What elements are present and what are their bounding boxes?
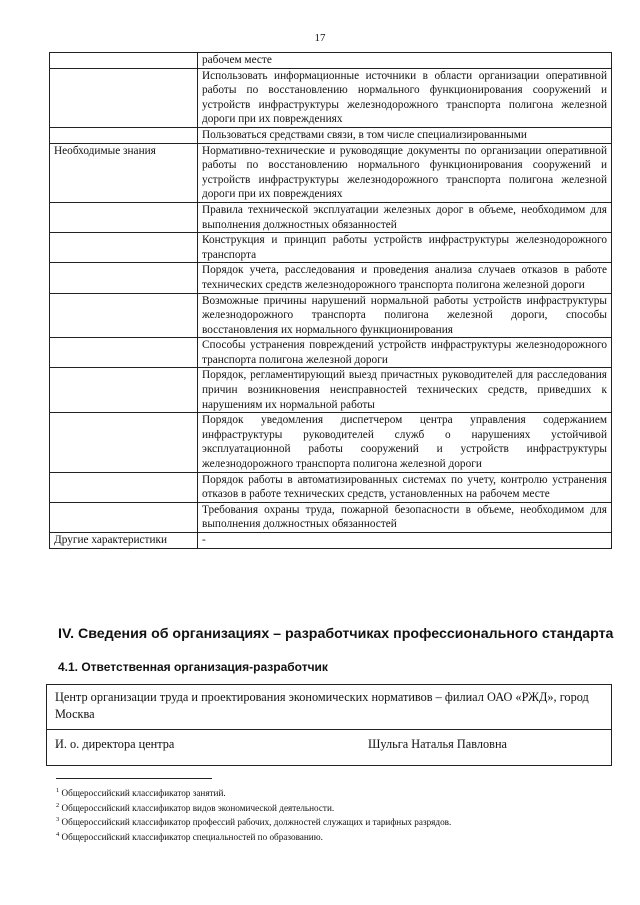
row-label: [50, 338, 198, 368]
requirements-table: [49, 52, 612, 549]
row-label: [50, 368, 198, 413]
table-row: [50, 472, 612, 502]
row-label: Другие характеристики: [50, 533, 198, 549]
footnote-number: 4: [56, 830, 60, 838]
organization-box: [46, 684, 612, 766]
row-label: [50, 502, 198, 532]
footnote-text: Общероссийский классификатор специальностей по образованию.: [61, 832, 323, 843]
row-label: Необходимые знания: [50, 143, 198, 202]
page-number: 17: [314, 32, 326, 44]
head-name: Шульга Наталья Павловна: [367, 737, 507, 751]
table-row: [50, 338, 612, 368]
table-row: [50, 68, 612, 127]
table-row: [50, 293, 612, 338]
row-label: [50, 263, 198, 293]
row-text: -: [198, 533, 612, 549]
footnote-text: Общероссийский классификатор видов экономической деятельности.: [61, 802, 335, 813]
row-text: Пользоваться средствами связи, в том числе специализированными: [198, 127, 612, 143]
footnote: [56, 814, 576, 829]
table-row: [50, 143, 612, 202]
row-label: [50, 53, 198, 69]
row-text: Правила технической эксплуатации железных дорог в объеме, необходимом для выполнения должностных обязанностей: [198, 202, 612, 232]
subsection-title: 4.1. Ответственная организация-разработчик: [58, 660, 328, 674]
row-label: [50, 202, 198, 232]
row-text: Порядок уведомления диспетчером центра управления содержанием инфраструктуры руководителей служб о нарушениях устойчивой эксплуатационной работы сооружений и устройств инфраструктуры железнодорожного транспорта полигона железной дороги: [198, 413, 612, 472]
row-text: Способы устранения повреждений устройств инфраструктуры железнодорожного транспорта полигона железной дороги: [198, 338, 612, 368]
row-text: Порядок учета, расследования и проведения анализа случаев отказов в работе технических средств железнодорожного транспорта полигона железной дороги: [198, 263, 612, 293]
table-row: [50, 53, 612, 69]
table-row: [50, 233, 612, 263]
table-row: [50, 413, 612, 472]
footnote: [56, 785, 576, 800]
row-text: Конструкция и принцип работы устройств инфраструктуры железнодорожного транспорта: [198, 233, 612, 263]
organization-name: Центр организации труда и проектирования экономических нормативов – филиал ОАО «РЖД», город Москва: [47, 685, 611, 730]
row-text: Возможные причины нарушений нормальной работы устройств инфраструктуры железнодорожного транспорта полигона железной дороги, способы восстановления их нормального функционирования: [198, 293, 612, 338]
row-label: [50, 472, 198, 502]
row-label: [50, 233, 198, 263]
table-row: [50, 127, 612, 143]
signature-row: [47, 730, 611, 765]
row-text: Требования охраны труда, пожарной безопасности в объеме, необходимом для выполнения должностных обязанностей: [198, 502, 612, 532]
row-text: Нормативно-технические и руководящие документы по организации оперативной работы по восстановлению нормального функционирования сооружений и устройств инфраструктуры железнодорожного транспорта полигона железной дороги при их повреждениях: [198, 143, 612, 202]
row-label: [50, 68, 198, 127]
table-row: [50, 263, 612, 293]
position-title: И. о. директора центра: [55, 737, 175, 751]
footnote-text: Общероссийский классификатор профессий рабочих, должностей служащих и тарифных разрядов.: [61, 817, 452, 828]
row-label: [50, 413, 198, 472]
footnote: [56, 800, 576, 815]
row-label: [50, 127, 198, 143]
row-text: Порядок работы в автоматизированных системах по учету, контролю устранения отказов в работе технических средств, установленных на рабочем месте: [198, 472, 612, 502]
row-label: [50, 293, 198, 338]
table-row: [50, 533, 612, 549]
table-row: [50, 368, 612, 413]
footnote-number: 2: [56, 801, 60, 809]
footnote-number: 1: [56, 787, 60, 794]
footnotes: [56, 785, 576, 844]
footnote-number: 3: [56, 816, 60, 824]
table-row: [50, 202, 612, 232]
footnote-divider: [56, 778, 212, 779]
footnote-text: Общероссийский классификатор занятий.: [61, 788, 226, 799]
footnote: [56, 829, 576, 844]
row-text: Порядок, регламентирующий выезд причастных руководителей для расследования причин возникновения неисправностей технических средств, приведших к нарушениям их нормальной работы: [198, 368, 612, 413]
table-row: [50, 502, 612, 532]
row-text: рабочем месте: [198, 53, 612, 69]
section-title: IV. Сведения об организациях – разработчиках профессионального стандарта: [58, 626, 614, 642]
row-text: Использовать информационные источники в области организации оперативной работы по восстановлению нормального функционирования сооружений и устройств инфраструктуры железнодорожного транспорта полигона железной дороги при их повреждениях: [198, 68, 612, 127]
